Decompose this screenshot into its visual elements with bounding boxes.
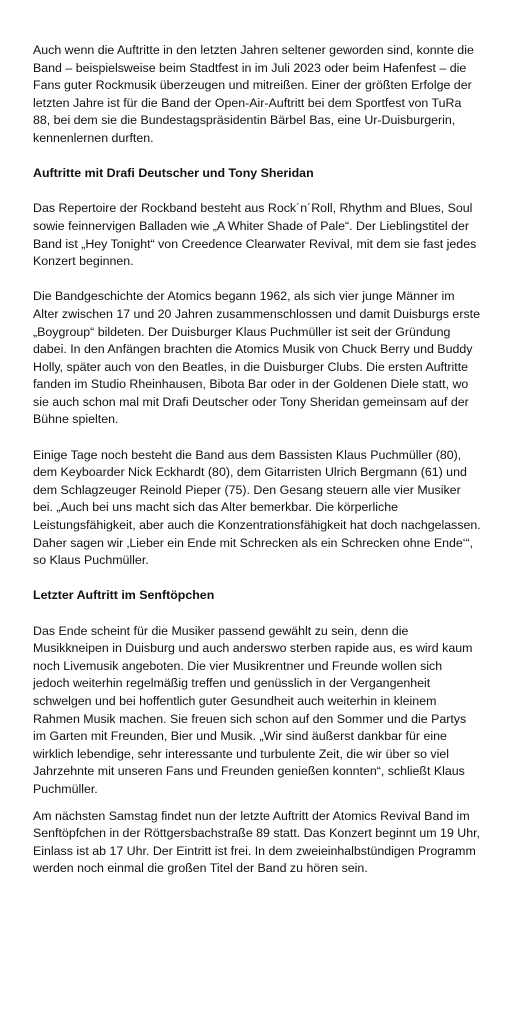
article-paragraph: Auch wenn die Auftritte in den letzten Jahren seltener geworden sind, konnte die Band – beispielsweise beim Stadtfest in im Juli 2023 oder beim Hafenfest – die Fans guter Rockmusik überzeugen und mitreißen. Einer der größten Erfolge der letzten Jahre ist für die Band der Open-Air-Auftritt bei dem Sportfest von TuRa 88, bei dem sie die Bundestagspräsidentin Bärbel Bas, eine Ur-Duisburgerin, kennenlernen durften.	[33, 43, 474, 145]
article-paragraph: Einige Tage noch besteht die Band aus dem Bassisten Klaus Puchmüller (80), dem Keyboarder Nick Eckhardt (80), dem Gitarristen Ulrich Bergmann (61) und dem Schlagzeuger Reinold Pieper (75). Den Gesang steuern alle vier Musiker bei. „Auch bei uns macht sich das Alter bemerkbar. Die körperliche Leistungsfähigkeit, aber auch die Konzentrationsfähigkeit hat doch nachgelassen. Daher sagen wir ‚Lieber ein Ende mit Schrecken als ein Schrecken ohne Ende‘“, so Klaus Puchmüller.	[33, 447, 481, 568]
article-body	[33, 42, 481, 878]
article-paragraph: Das Repertoire der Rockband besteht aus Rock´n´Roll, Rhythm and Blues, Soul sowie feinnervigen Balladen wie „A Whiter Shade of Pale“. Der Lieblingstitel der Band ist „Hey Tonight“ von Creedence Clearwater Revival, mit dem sie fast jedes Konzert beginnen.	[33, 201, 477, 269]
section-heading: Auftritte mit Drafi Deutscher und Tony Sheridan	[33, 166, 314, 181]
article-paragraph: Das Ende scheint für die Musiker passend gewählt zu sein, denn die Musikkneipen in Duisburg und auch anderswo sterben rapide aus, es wird kaum noch Livemusik angeboten. Die vier Musikrentner und Freunde wollen sich jedoch weiterhin regelmäßig treffen und genüsslich in der Vergangenheit schwelgen und bei hoffentlich guter Gesundheit auch weiterhin in kleinem Rahmen Musik machen. Sie freuen sich schon auf den Sommer und die Partys im Garten mit Freunden, Bier und Musik. „Wir sind äußerst dankbar für eine wirklich lebendige, sehr interessante und turbulente Zeit, die wir über so viel Jahrzehnte mit unseren Fans und Freunden genießen konnten“, schließt Klaus Puchmüller.	[33, 623, 473, 796]
article-paragraph: Am nächsten Samstag findet nun der letzte Auftritt der Atomics Revival Band im Senftöpfchen in der Röttgersbachstraße 89 statt. Das Konzert beginnt um 19 Uhr, Einlass ist ab 17 Uhr. Der Eintritt ist frei. In dem zweieinhalbstündigen Programm werden noch einmal die großen Titel der Band zu hören sein.	[33, 808, 481, 876]
article-paragraph: Die Bandgeschichte der Atomics begann 1962, als sich vier junge Männer im Alter zwischen 17 und 20 Jahren zusammenschlossen und damit Duisburgs erste „Boygroup“ bildeten. Der Duisburger Klaus Puchmüller ist seit der Gründung dabei. In den Anfängen brachten die Atomics Musik von Chuck Berry und Buddy Holly, später auch von den Beatles, in die Duisburger Clubs. Die ersten Auftritte fanden im Studio Rheinhausen, Bibota Bar oder in der Goldenen Diele statt, wo sie auch schon mal mit Drafi Deutscher oder Tony Sheridan gemeinsam auf der Bühne spielten.	[33, 289, 480, 427]
section-heading: Letzter Auftritt im Senftöpchen	[33, 588, 215, 603]
